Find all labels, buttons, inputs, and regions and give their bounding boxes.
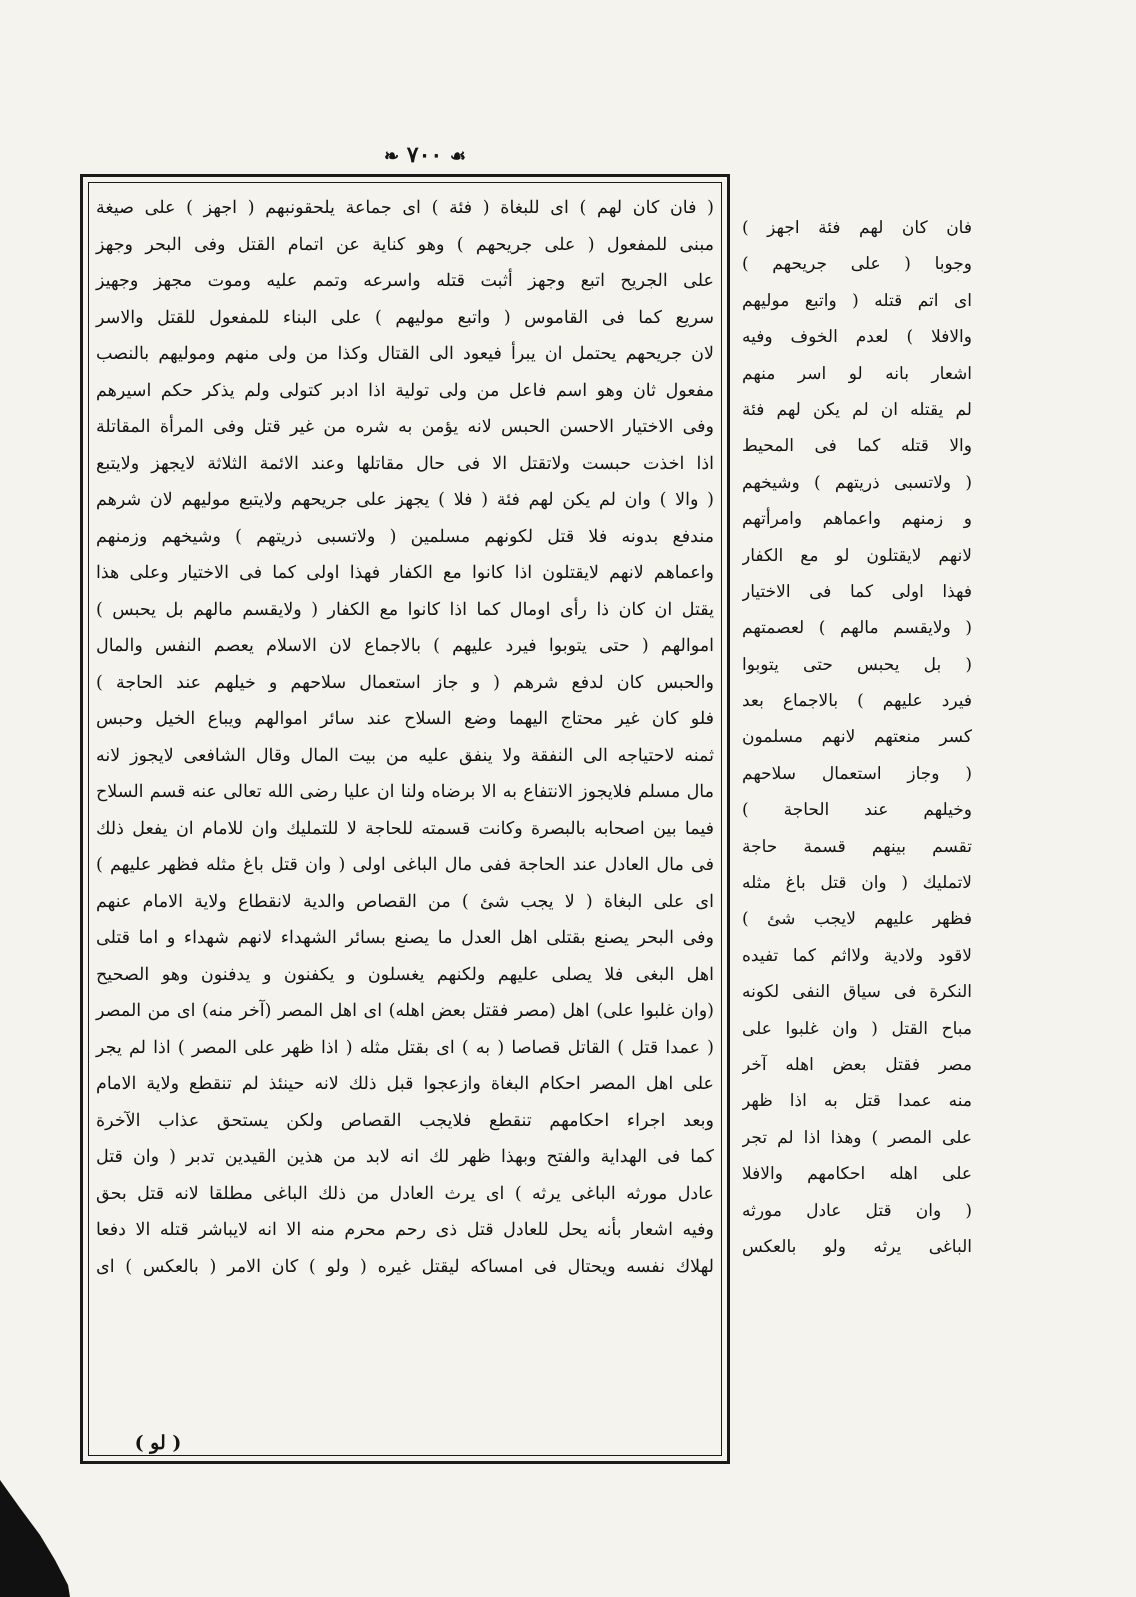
- main-text-line: عادل مورثه الباغى يرثه ) اى يرث العادل من ذلك الباغى مطلقا لانه قتل بحق: [96, 1183, 714, 1204]
- margin-commentary-line: لم يقتله ان لم يكن لهم فئة: [742, 399, 972, 420]
- main-text-line: ( عمدا قتل ) القاتل قصاصا ( به ) اى بقتل مثله ( اذا ظهر على المصر ) اذا لم يجر: [96, 1037, 714, 1058]
- margin-commentary-line: على المصر ) وهذا اذا لم تجر: [742, 1127, 972, 1148]
- main-text-line: لان جريحهم يحتمل ان يبرأ فيعود الى القتال وكذا من ولى منهم وموليهم بالنصب: [96, 344, 714, 364]
- main-text-line: ( فان كان لهم ) اى للبغاة ( فئة ) اى جماعة يلحقونبهم ( اجهز ) على صيغة: [96, 198, 714, 218]
- ornament-left-icon: ❧: [383, 146, 400, 167]
- margin-commentary-line: و زمنهم واعماهم وامرأتهم: [742, 509, 972, 530]
- margin-commentary-line: اى اتم قتله ( واتبع موليهم: [742, 290, 972, 311]
- main-text-line: والحبس كان لدفع شرهم ( و جاز استعمال سلاحهم و خيلهم عند الحاجة ): [96, 672, 714, 693]
- margin-commentary-line: مباح القتل ( وان غلبوا على: [742, 1018, 972, 1039]
- main-text-line: اذا اخذت حبست ولاتقتل الا فى حال مقاتلها وعند الائمة الثلاثة لايجهز ولايتبع: [96, 453, 714, 474]
- main-text-line: ثمنه لاحتياجه الى النفقة ولا ينفق عليه من بيت المال وقال الشافعى لايجوز لانه: [96, 745, 714, 766]
- margin-commentary-line: لانهم لايقتلون لو مع الكفار: [742, 545, 972, 566]
- margin-commentary-line: فهذا اولى كما فى الاختيار: [742, 581, 972, 602]
- main-text-line: اى على البغاة ( لا يجب شئ ) من القصاص والدية لانقطاع ولاية الامام عنهم: [96, 891, 714, 912]
- margin-commentary-line: كسر منعتهم لانهم مسلمون: [742, 727, 972, 748]
- main-text-line: كما فى الهداية والفتح وبهذا ظهر لك انه لابد من هذين القيدين تدبر ( وان قتل: [96, 1147, 714, 1167]
- margin-commentary-line: اشعار بانه لو اسر منهم: [742, 363, 972, 384]
- main-text-line: (وان غلبوا على) اهل (مصر فقتل بعض اهله) اى اهل المصر (آخر منه) اى من المصر: [96, 1001, 714, 1021]
- margin-commentary-line: وجوبا ( على جريحهم ): [742, 254, 972, 275]
- main-text-line: على اهل المصر احكام البغاة وازعجوا قبل ذلك لانه حينئذ لم تنقطع ولاية الامام: [96, 1074, 714, 1094]
- margin-commentary-line: فان كان لهم فئة اجهز ): [742, 218, 972, 238]
- ornament-right-icon: ☙: [449, 146, 467, 167]
- margin-commentary-line: على اهله احكامهم والافلا: [742, 1164, 972, 1185]
- margin-commentary-line: لاتمليك ( وان قتل باغ مثله: [742, 873, 972, 894]
- main-text-line: مال مسلم فلايجوز الانتفاع به الا برضاه ولنا ان عليا رضى الله تعالى عنه قسم السلاح: [96, 782, 714, 802]
- page-number-value: ٧٠٠: [406, 142, 443, 168]
- margin-commentary-block: [742, 210, 972, 1380]
- main-text-line: ( والا ) وان لم يكن لهم فئة ( فلا ) يجهز على جريحهم ولايتبع موليهم لان شرهم: [96, 490, 714, 510]
- margin-commentary-line: مصر فقتل بعض اهله آخر: [742, 1054, 972, 1075]
- margin-commentary-line: والا قتله كما فى المحيط: [742, 436, 972, 457]
- main-text-line: وفيه اشعار بأنه يحل للعادل قتل ذى رحم محرم منه الا انه لايباشر قتله الا دفعا: [96, 1220, 714, 1240]
- catchword: ( لو ): [134, 1432, 182, 1454]
- main-text-line: وفى الاختيار الاحسن الحبس لانه يؤمن به شره من غير قتل وفى المرأة المقاتلة: [96, 417, 714, 437]
- main-text-line: يقتل ان كان ذا رأى اومال كما اذا كانوا مع الكفار ( ولايقسم مالهم بل يحبس ): [96, 599, 714, 620]
- page-number: [350, 142, 500, 168]
- margin-commentary-line: ( وان قتل عادل مورثه: [742, 1200, 972, 1221]
- main-text-line: اموالهم ( حتى يتوبوا فيرد عليهم ) بالاجماع لان الاسلام يعصم النفس والمال: [96, 636, 714, 656]
- main-text-line: اهل البغى فلا يصلى عليهم ولكنهم يغسلون و يكفنون و يدفنون وهو الصحيح: [96, 964, 714, 985]
- main-text-line: مبنى للمفعول ( على جريحهم ) وهو كناية عن اتمام القتل وفى البحر وجهز: [96, 234, 714, 255]
- main-text-line: فيما بين اصحابه بالبصرة وكانت قسمته للحاجة لا للتمليك وان للامام ان يفعل ذلك: [96, 818, 714, 839]
- main-text-line: مفعول ثان وهو اسم فاعل من ولى تولية اذا ادبر كتولى ولم يذكر حكم اسيرهم: [96, 380, 714, 401]
- main-text-block: [92, 190, 718, 1455]
- main-text-line: لهلاك نفسه ويحتال فى امساكه ليقتل غيره ( ولو ) كان الامر ( بالعكس ) اى: [96, 1256, 714, 1277]
- main-text-line: وبعد اجراء احكامهم تنقطع فلايجب القصاص ولكن يستحق عذاب الآخرة: [96, 1110, 714, 1131]
- margin-commentary-line: ( ولاتسبى ذريتهم ) وشيخهم: [742, 472, 972, 493]
- main-text-line: فلو كان غير محتاج اليهما وضع السلاح عند سائر اموالهم ويباع الخيل وحبس: [96, 709, 714, 729]
- corner-shadow: [0, 1480, 70, 1597]
- main-text-line: سريع كما فى القاموس ( واتبع موليهم ) على البناء للمفعول للقتل والاسر: [96, 307, 714, 328]
- main-text-line: على الجريح اتبع وجهز أثبت قتله واسرعه وتمم عليه وموت مجهز وجهيز: [96, 271, 714, 291]
- margin-commentary-line: تقسم بينهم قسمة حاجة: [742, 836, 972, 857]
- margin-commentary-line: لاقود ولادية ولااثم كما تفيده: [742, 945, 972, 966]
- margin-commentary-line: ( ولايقسم مالهم ) لعصمتهم: [742, 618, 972, 639]
- margin-commentary-line: منه عمدا قتل به اذا ظهر: [742, 1091, 972, 1112]
- margin-commentary-line: فيرد عليهم ) بالاجماع بعد: [742, 691, 972, 712]
- margin-commentary-line: وخيلهم عند الحاجة ): [742, 800, 972, 821]
- margin-commentary-line: والافلا ) لعدم الخوف وفيه: [742, 327, 972, 348]
- margin-commentary-line: ( بل يحبس حتى يتوبوا: [742, 654, 972, 675]
- main-text-line: فى مال العادل عند الحاجة ففى مال الباغى اولى ( وان قتل باغ مثله فظهر عليهم ): [96, 855, 714, 875]
- margin-commentary-line: الباغى يرثه ولو بالعكس: [742, 1236, 972, 1257]
- margin-commentary-line: فظهر عليهم لايجب شئ ): [742, 909, 972, 930]
- margin-commentary-line: النكرة فى سياق النفى لكونه: [742, 982, 972, 1003]
- main-text-line: واعماهم لانهم لايقتلون اذا كانوا مع الكفار فهذا اولى كما فى الاختيار وعلى هذا: [96, 563, 714, 583]
- main-text-line: وفى البحر يصنع بقتلى اهل العدل ما يصنع بسائر الشهداء لانهم شهداء و اما قتلى: [96, 928, 714, 948]
- main-text-line: مندفع بدونه فلا قتل لكونهم مسلمين ( ولاتسبى ذريتهم ) وشيخهم وزمنهم: [96, 526, 714, 547]
- margin-commentary-line: ( وجاز استعمال سلاحهم: [742, 763, 972, 784]
